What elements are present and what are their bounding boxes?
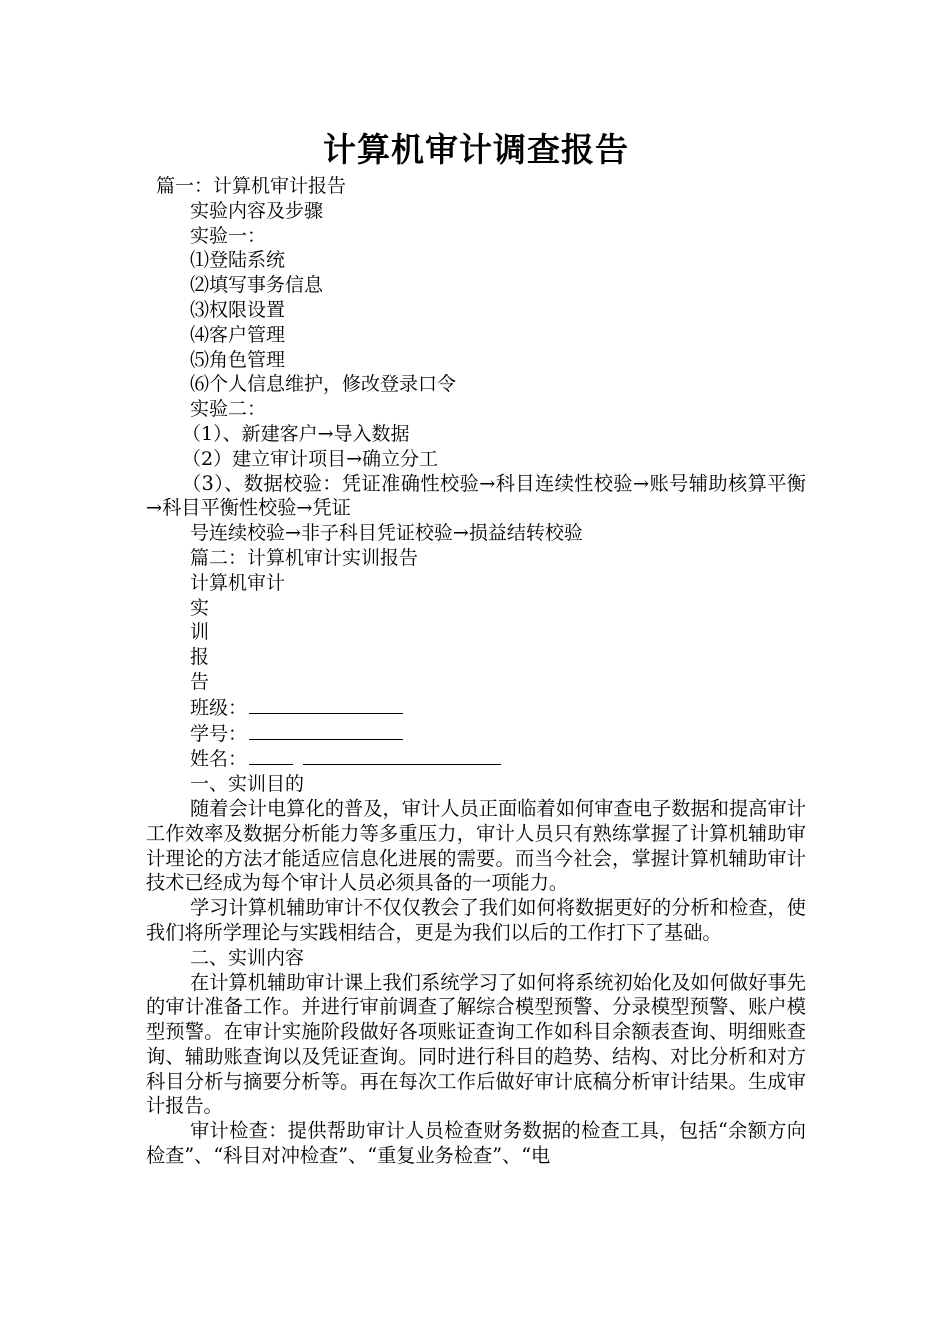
exp2-step-3-continued: 号连续校验→非子科目凭证校验→损益结转校验 xyxy=(190,522,583,545)
exp1-step: ⑸角色管理 xyxy=(190,348,286,371)
id-label: 学号： xyxy=(190,722,248,745)
section2-paragraph: 审计检查：提供帮助审计人员检查财务数据的检查工具，包括“余额方向检查”、“科目对冲检查”、“重复业务检查”、“电 xyxy=(146,1119,806,1168)
document-title: 计算机审计调查报告 xyxy=(323,130,629,169)
exp1-step: ⑶权限设置 xyxy=(190,298,286,321)
class-field xyxy=(146,695,806,721)
section1-paragraph: 学习计算机辅助审计不仅仅教会了我们如何将数据更好的分析和检查，使我们将所学理论与实践相结合，更是为我们以后的工作打下了基础。 xyxy=(146,896,806,944)
exp1-step: ⑵填写事务信息 xyxy=(190,274,324,297)
class-blank xyxy=(249,695,403,714)
exp1-step: ⑹个人信息维护，修改登录口令 xyxy=(190,373,457,396)
exp2-label: 实验二： xyxy=(190,398,267,421)
document-page xyxy=(146,128,806,1169)
exp2-step-3: （3）、数据校验：凭证准确性校验→科目连续性校验→账号辅助核算平衡→科目平衡性校验→凭证 xyxy=(146,471,806,520)
exp2-step: （1）、新建客户→导入数据 xyxy=(182,422,410,445)
id-field xyxy=(146,721,806,747)
section2-paragraph: 在计算机辅助审计课上我们系统学习了如何将系统初始化及如何做好事先的审计准备工作。并进行审前调查了解综合模型预警、分录模型预警、账户模型预警。在审计实施阶段做好各项账证查询工作如科目余额表查询、明细账查询、辅助账查询以及凭证查询。同时进行科目的趋势、结构、对比分析和对方科目分析与摘要分析等。再在每次工作后做好审计底稿分析审计结果。生成审计报告。 xyxy=(146,970,806,1118)
exp1-step: ⑴登陆系统 xyxy=(190,249,286,272)
exp2-step: （2）建立审计项目→确立分工 xyxy=(182,447,439,470)
part2-heading: 篇二：计算机审计实训报告 xyxy=(190,546,419,569)
part1-subheading: 实验内容及步骤 xyxy=(190,199,324,222)
section1-title: 一、实训目的 xyxy=(190,773,305,796)
part1-heading: 篇一：计算机审计报告 xyxy=(156,175,347,197)
exp1-step: ⑷客户管理 xyxy=(190,323,286,346)
cover-char: 告 xyxy=(190,670,210,693)
cover-char: 报 xyxy=(190,646,210,669)
class-label: 班级： xyxy=(190,696,248,719)
name-label: 姓名： xyxy=(190,748,248,771)
cover-line: 计算机审计 xyxy=(190,571,286,594)
name-field xyxy=(146,746,806,772)
section1-paragraph: 随着会计电算化的普及，审计人员正面临着如何审查电子数据和提高审计工作效率及数据分析能力等多重压力，审计人员只有熟练掌握了计算机辅助审计理论的方法才能适应信息化进展的需要。而当今社会，掌握计算机辅助审计技术已经成为每个审计人员必须具备的一项能力。 xyxy=(146,796,806,895)
name-blank-short xyxy=(249,746,293,765)
cover-char: 训 xyxy=(190,621,210,644)
name-blank-long xyxy=(303,746,501,765)
cover-char: 实 xyxy=(190,596,210,619)
exp1-label: 实验一： xyxy=(190,224,267,247)
section2-title: 二、实训内容 xyxy=(190,946,305,969)
id-blank xyxy=(249,721,403,740)
